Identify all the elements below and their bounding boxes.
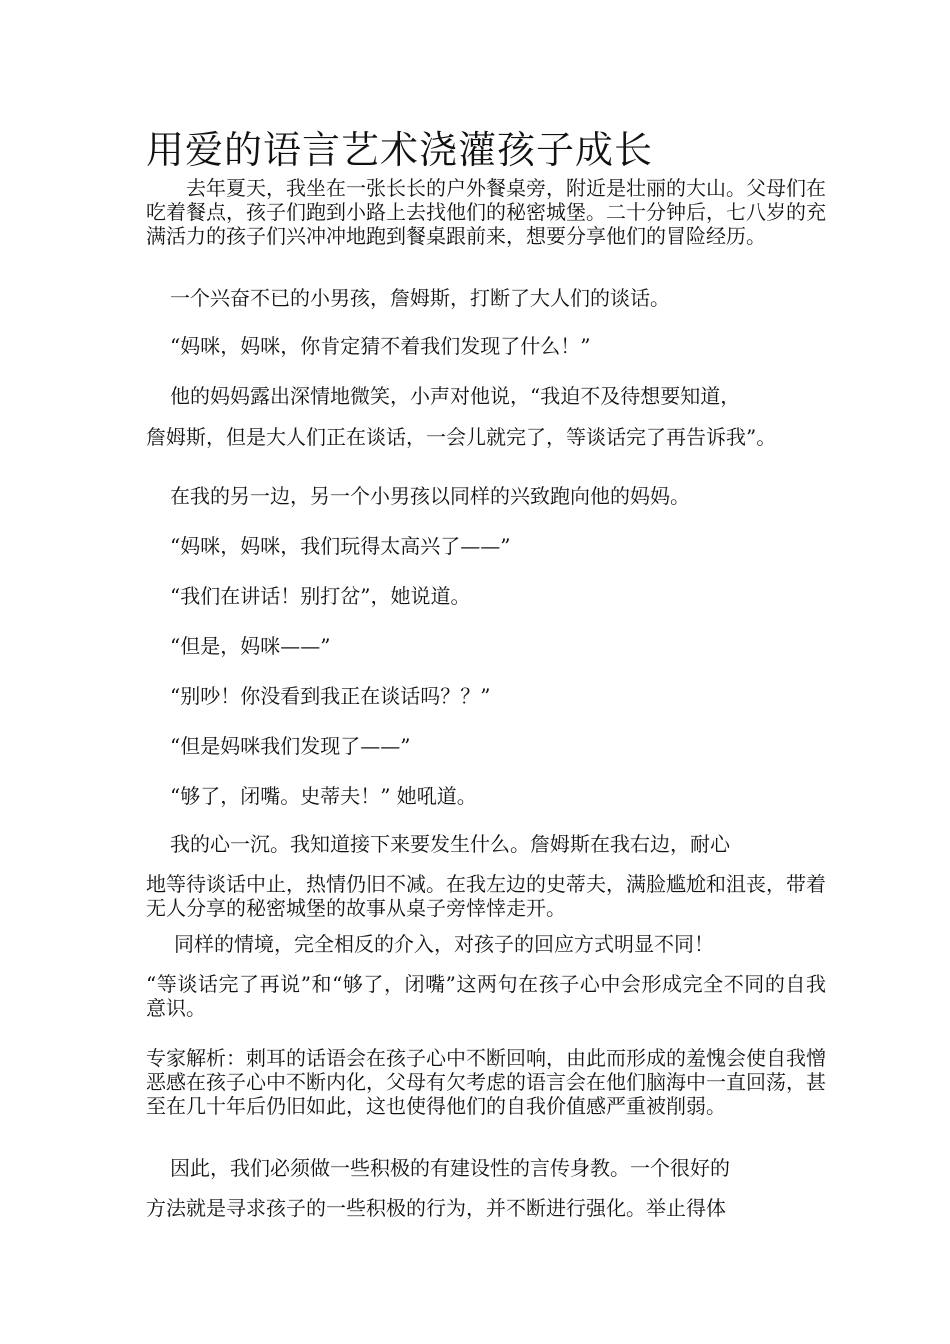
dialogue-line: “但是妈咪我们发现了——” (170, 734, 411, 758)
dialogue-line: “我们在讲话！别打岔”，她说道。 (170, 584, 471, 608)
dialogue-line: “妈咪，妈咪，我们玩得太高兴了——” (170, 534, 511, 558)
paragraph-therefore-line2: 方法就是寻求孩子的一些积极的行为，并不断进行强化。举止得体 (146, 1196, 726, 1220)
paragraph-mother-reply-line1: 他的妈妈露出深情地微笑，小声对他说，“我迫不及待想要知道， (170, 384, 741, 408)
paragraph-heart-sank-line1: 我的心一沉。我知道接下来要发生什么。詹姆斯在我右边，耐心 (170, 832, 730, 856)
paragraph-same-situation-line1: 同样的情境，完全相反的介入，对孩子的回应方式明显不同！ (174, 932, 714, 956)
paragraph-other-boy: 在我的另一边，另一个小男孩以同样的兴致跑向他的妈妈。 (170, 484, 690, 508)
paragraph-heart-sank-rest: 地等待谈话中止，热情仍旧不减。在我左边的史蒂夫，满脸尴尬和沮丧，带着无人分享的秘密城堡的故事从桌子旁悻悻走开。 (146, 872, 826, 920)
dialogue-line: “别吵！你没看到我正在谈话吗？？” (170, 684, 491, 708)
paragraph-james-interrupts: 一个兴奋不已的小男孩，詹姆斯，打断了大人们的谈话。 (170, 286, 670, 310)
paragraph-summer-dinner: 去年夏天，我坐在一张长长的户外餐桌旁，附近是壮丽的大山。父母们在吃着餐点，孩子们跑到小路上去找他们的秘密城堡。二十分钟后，七八岁的充满活力的孩子们兴冲冲地跑到餐桌跟前来，想要分享他们的冒险经历。 (146, 176, 826, 248)
dialogue-line: “够了，闭嘴。史蒂夫！” 她吼道。 (170, 784, 477, 808)
paragraph-same-situation-rest: “等谈话完了再说”和“够了，闭嘴”这两句在孩子心中会形成完全不同的自我意识。 (146, 972, 826, 1020)
paragraph-james-quote: “妈咪，妈咪，你肯定猜不着我们发现了什么！” (170, 334, 591, 358)
document-title: 用爱的语言艺术浇灌孩子成长 (146, 128, 654, 172)
paragraph-mother-reply-rest: 詹姆斯，但是大人们正在谈话，一会儿就完了，等谈话完了再告诉我”。 (146, 425, 777, 449)
dialogue-line: “但是，妈咪——” (170, 634, 331, 658)
paragraph-expert-analysis: 专家解析：刺耳的话语会在孩子心中不断回响，由此而形成的羞愧会使自我憎恶感在孩子心中不断内化，父母有欠考虑的语言会在他们脑海中一直回荡，甚至在几十年后仍旧如此，这也使得他们的自我价值感严重被削弱。 (146, 1046, 826, 1118)
paragraph-therefore-line1: 因此，我们必须做一些积极的有建设性的言传身教。一个很好的 (170, 1156, 730, 1180)
